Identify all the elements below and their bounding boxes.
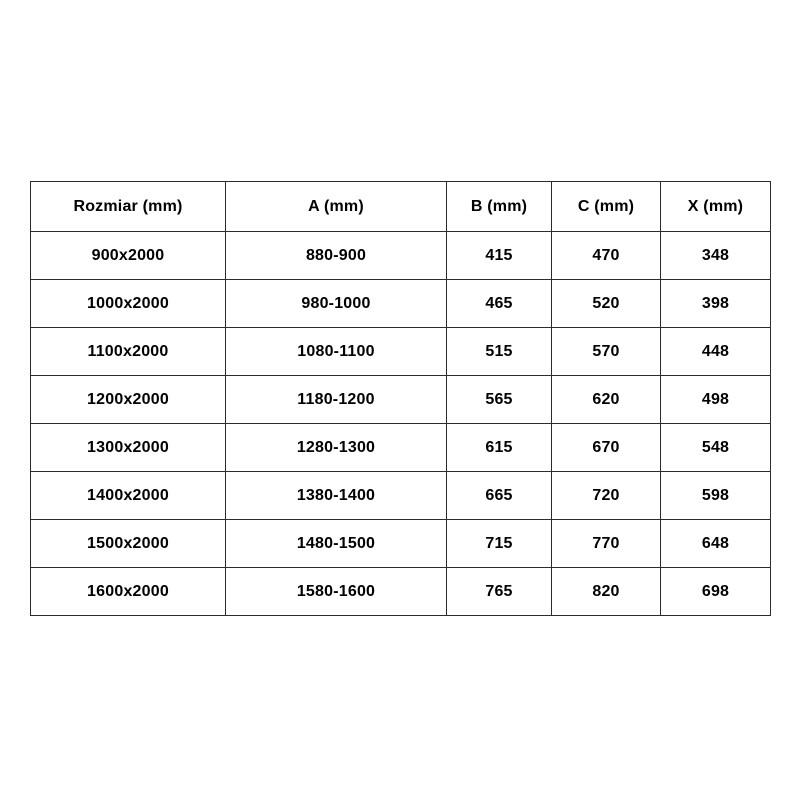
table-row <box>31 376 771 424</box>
cell-a: 1580-1600 <box>226 568 447 616</box>
cell-rozmiar: 1300x2000 <box>31 424 226 472</box>
column-header-x: X (mm) <box>661 182 771 232</box>
cell-x: 398 <box>661 280 771 328</box>
cell-rozmiar: 1100x2000 <box>31 328 226 376</box>
cell-x: 648 <box>661 520 771 568</box>
cell-c: 620 <box>552 376 661 424</box>
cell-c: 520 <box>552 280 661 328</box>
cell-b: 615 <box>447 424 552 472</box>
cell-c: 770 <box>552 520 661 568</box>
cell-rozmiar: 1400x2000 <box>31 472 226 520</box>
column-header-rozmiar: Rozmiar (mm) <box>31 182 226 232</box>
cell-rozmiar: 1200x2000 <box>31 376 226 424</box>
cell-a: 1180-1200 <box>226 376 447 424</box>
column-header-a: A (mm) <box>226 182 447 232</box>
cell-a: 1080-1100 <box>226 328 447 376</box>
cell-rozmiar: 1000x2000 <box>31 280 226 328</box>
cell-x: 548 <box>661 424 771 472</box>
cell-a: 1380-1400 <box>226 472 447 520</box>
cell-x: 698 <box>661 568 771 616</box>
cell-x: 498 <box>661 376 771 424</box>
size-table-container <box>30 181 770 616</box>
cell-x: 598 <box>661 472 771 520</box>
cell-rozmiar: 1500x2000 <box>31 520 226 568</box>
cell-b: 465 <box>447 280 552 328</box>
cell-b: 515 <box>447 328 552 376</box>
cell-a: 880-900 <box>226 232 447 280</box>
table-body <box>31 232 771 616</box>
table-row <box>31 472 771 520</box>
cell-rozmiar: 1600x2000 <box>31 568 226 616</box>
column-header-b: B (mm) <box>447 182 552 232</box>
cell-x: 448 <box>661 328 771 376</box>
cell-a: 1280-1300 <box>226 424 447 472</box>
table-header-row <box>31 182 771 232</box>
cell-c: 720 <box>552 472 661 520</box>
cell-c: 570 <box>552 328 661 376</box>
cell-c: 470 <box>552 232 661 280</box>
table-row <box>31 280 771 328</box>
cell-a: 1480-1500 <box>226 520 447 568</box>
cell-b: 765 <box>447 568 552 616</box>
table-row <box>31 568 771 616</box>
table-row <box>31 424 771 472</box>
cell-b: 565 <box>447 376 552 424</box>
size-table <box>30 181 771 616</box>
cell-b: 665 <box>447 472 552 520</box>
cell-c: 670 <box>552 424 661 472</box>
table-header <box>31 182 771 232</box>
table-row <box>31 232 771 280</box>
cell-c: 820 <box>552 568 661 616</box>
table-row <box>31 520 771 568</box>
cell-b: 715 <box>447 520 552 568</box>
cell-x: 348 <box>661 232 771 280</box>
cell-a: 980-1000 <box>226 280 447 328</box>
cell-b: 415 <box>447 232 552 280</box>
column-header-c: C (mm) <box>552 182 661 232</box>
table-row <box>31 328 771 376</box>
cell-rozmiar: 900x2000 <box>31 232 226 280</box>
